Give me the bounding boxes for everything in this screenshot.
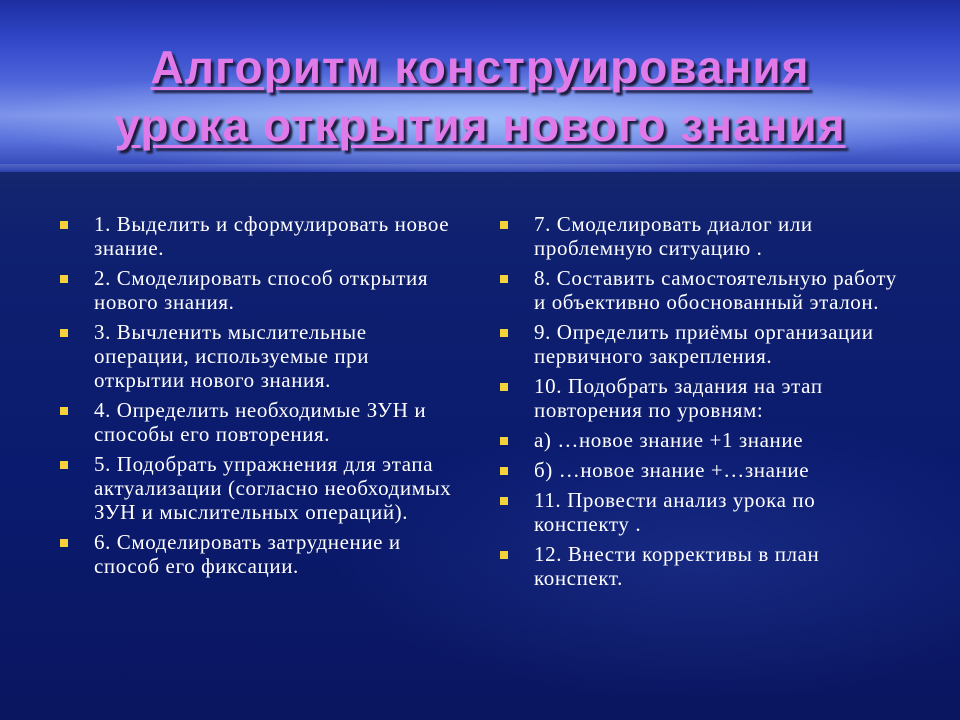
- bullet-square-icon: [500, 383, 508, 391]
- list-item-text: 4. Определить необходимые ЗУН и способы его повторения.: [94, 398, 427, 446]
- bullet-square-icon: [60, 275, 68, 283]
- title-band: [0, 0, 960, 172]
- bullet-square-icon: [500, 497, 508, 505]
- list-item: [498, 320, 898, 368]
- list-item-text: 1. Выделить и сформулировать новое знание.: [94, 212, 450, 260]
- list-item: [498, 374, 898, 422]
- left-column-list: [58, 212, 458, 584]
- bullet-square-icon: [60, 539, 68, 547]
- list-item-text: 11. Провести анализ урока по конспекту .: [534, 488, 816, 536]
- bullet-square-icon: [500, 467, 508, 475]
- list-item: [58, 320, 458, 392]
- list-item-text: 9. Определить приёмы организации первичного закрепления.: [534, 320, 874, 368]
- list-item-text: 12. Внести коррективы в план конспект.: [534, 542, 820, 590]
- slide-title: [0, 38, 960, 154]
- list-item: [498, 458, 898, 482]
- list-item-text: 8. Составить самостоятельную работу и объективно обоснованный эталон.: [534, 266, 897, 314]
- bullet-square-icon: [500, 437, 508, 445]
- bullet-square-icon: [60, 329, 68, 337]
- bullet-square-icon: [60, 407, 68, 415]
- list-item: [498, 266, 898, 314]
- list-item-text: 2. Смоделировать способ открытия нового знания.: [94, 266, 429, 314]
- list-item: [498, 428, 898, 452]
- list-item: [498, 488, 898, 536]
- list-item: [58, 530, 458, 578]
- list-item-text: б) …новое знание +…знание: [534, 458, 810, 482]
- list-item: [58, 398, 458, 446]
- title-line-2: урока открытия нового знания: [114, 99, 846, 151]
- list-item-text: 10. Подобрать задания на этап повторения по уровням:: [534, 374, 823, 422]
- list-item-text: 6. Смоделировать затруднение и способ его фиксации.: [94, 530, 401, 578]
- list-item-text: а) …новое знание +1 знание: [534, 428, 804, 452]
- bullet-square-icon: [500, 329, 508, 337]
- bullet-square-icon: [60, 221, 68, 229]
- bullet-square-icon: [500, 275, 508, 283]
- list-item-text: 7. Смоделировать диалог или проблемную ситуацию .: [534, 212, 813, 260]
- list-item-text: 5. Подобрать упражнения для этапа актуализации (согласно необходимых ЗУН и мыслительных операций).: [94, 452, 452, 524]
- title-line-1: Алгоритм конструирования: [150, 41, 810, 93]
- bullet-square-icon: [500, 221, 508, 229]
- list-item: [58, 266, 458, 314]
- list-item: [498, 542, 898, 590]
- list-item-text: 3. Вычленить мыслительные операции, используемые при открытии нового знания.: [94, 320, 370, 392]
- right-column-list: [498, 212, 898, 596]
- list-item: [58, 212, 458, 260]
- bullet-square-icon: [500, 551, 508, 559]
- list-item: [58, 452, 458, 524]
- bullet-square-icon: [60, 461, 68, 469]
- list-item: [498, 212, 898, 260]
